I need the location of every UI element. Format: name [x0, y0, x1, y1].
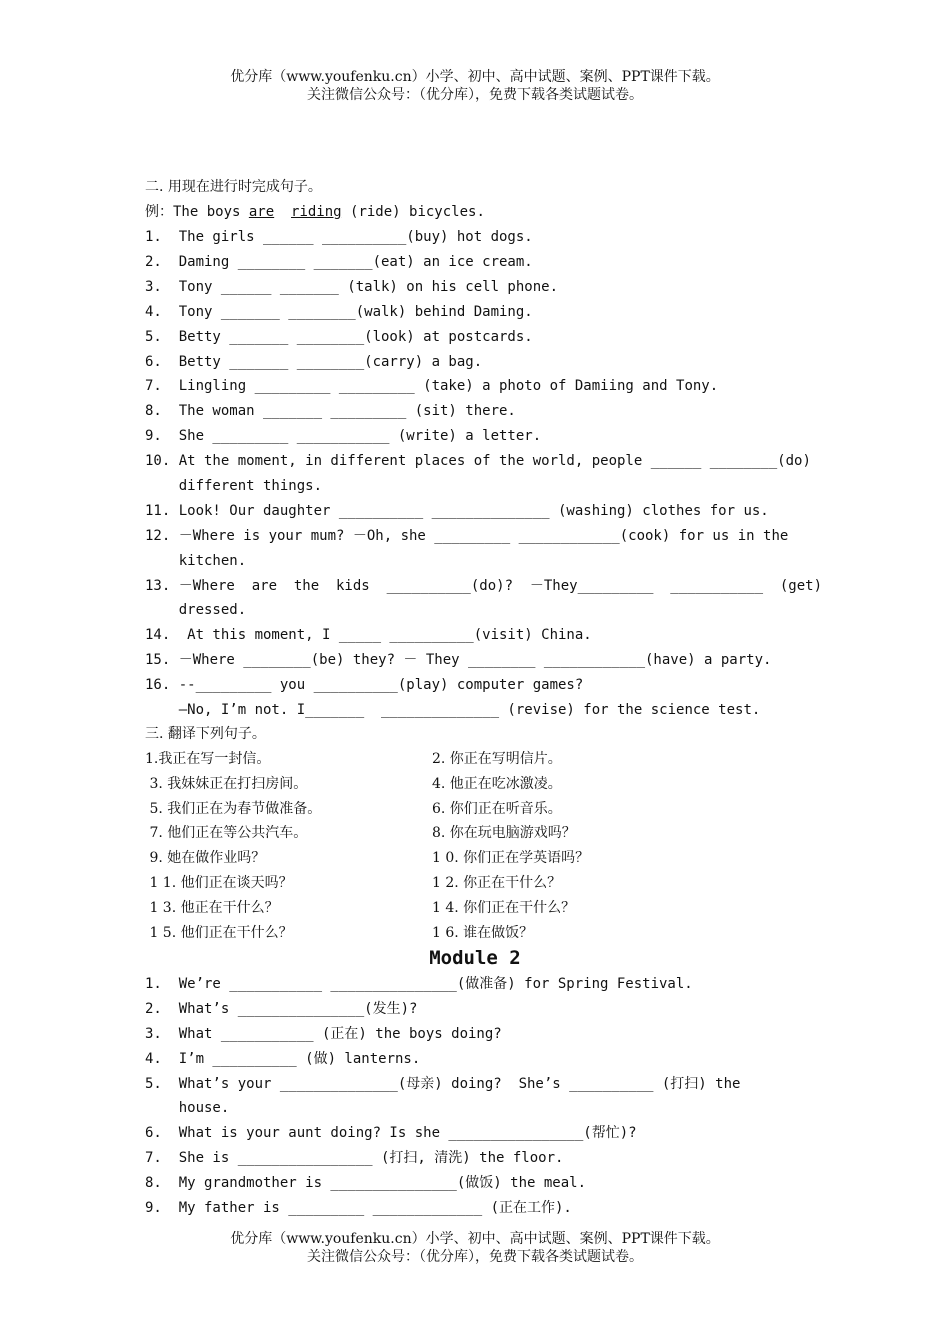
section2-item-cont: different things. — [145, 478, 323, 494]
module2-item: 5. What’s your ______________(母亲) doing? She’s __________ (打扫) the — [145, 1076, 741, 1092]
section2-item: 7. Lingling _________ _________ (take) a photo of Damiing and Tony. — [145, 378, 719, 394]
module2-item: 4. I’m __________ (做) lanterns. — [145, 1051, 421, 1067]
section2-item-cont: kitchen. — [145, 553, 247, 569]
section2-title: 二. 用现在进行时完成句子。 — [145, 179, 322, 195]
example-suffix: (ride) bicycles. — [341, 204, 485, 220]
section2-item: 4. Tony _______ ________(walk) behind Daming. — [145, 304, 533, 320]
section2-item: 6. Betty _______ ________(carry) a bag. — [145, 354, 483, 370]
section2-item: 15. －Where ________(be) they? － They ________ ____________(have) a party. — [145, 652, 772, 668]
module2-item: 9. My father is _________ _____________ (正在工作). — [145, 1200, 572, 1216]
translate-item-left: 9. 她在做作业吗？ — [145, 850, 266, 866]
section2-item: 14. At this moment, I _____ __________(visit) China. — [145, 627, 592, 643]
translate-item-right: 8. 你在玩电脑游戏吗？ — [432, 825, 576, 841]
translate-item-right: 1 6. 谁在做饭？ — [432, 925, 534, 941]
footer-line-1: 优分库（www.youfenku.cn）小学、初中、高中试题、案例、PPT课件下载。 — [230, 1231, 720, 1247]
section2-item: 11. Look! Our daughter __________ ______________ (washing) clothes for us. — [145, 503, 769, 519]
section2-item: 13. －Where are the kids __________(do)? －They_________ ___________ (get) — [145, 578, 823, 594]
section2-item: 10. At the moment, in different places of the world, people ______ ________(do) — [145, 453, 811, 469]
section2-item-cont: dressed. — [145, 602, 247, 618]
translate-item-left: 7. 他们正在等公共汽车。 — [145, 825, 308, 841]
translate-item-left: 1.我正在写一封信。 — [145, 751, 271, 767]
section2-item: 8. The woman _______ _________ (sit) there. — [145, 403, 516, 419]
section2-item: 9. She _________ ___________ (write) a letter. — [145, 428, 542, 444]
section2-item: 3. Tony ______ _______ (talk) on his cell phone. — [145, 279, 559, 295]
header-line-2: 关注微信公众号：（优分库），免费下载各类试题试卷。 — [307, 87, 643, 103]
translate-item-right: 6. 你们正在听音乐。 — [432, 801, 562, 817]
translate-item-left: 3. 我妹妹正在打扫房间。 — [145, 776, 308, 792]
section2-example — [145, 203, 485, 221]
section2-item: 5. Betty _______ ________(look) at postcards. — [145, 329, 533, 345]
section2-item: 12. －Where is your mum? －Oh, she _________ ____________(cook) for us in the — [145, 528, 789, 544]
section2-item: 16. --_________ you __________(play) computer games? — [145, 677, 584, 693]
module2-title: Module 2 — [429, 947, 521, 969]
module2-item: 3. What ___________ (正在) the boys doing? — [145, 1026, 502, 1042]
translate-item-right: 4. 他正在吃冰激凌。 — [432, 776, 562, 792]
footer-line-2: 关注微信公众号：（优分库），免费下载各类试题试卷。 — [307, 1249, 643, 1265]
section2-item: 1. The girls ______ __________(buy) hot dogs. — [145, 229, 533, 245]
translate-item-left: 1 3. 他正在干什么？ — [145, 900, 279, 916]
module2-item: 6. What is your aunt doing? Is she ________________(帮忙)? — [145, 1125, 637, 1141]
section3-title: 三. 翻译下列句子。 — [145, 726, 266, 742]
module2-item-cont: house. — [145, 1100, 230, 1116]
translate-item-right: 1 2. 你正在干什么？ — [432, 875, 562, 891]
example-answer-1: are — [248, 204, 275, 220]
translate-item-right: 1 4. 你们正在干什么？ — [432, 900, 576, 916]
section2-item: 2. Daming ________ _______(eat) an ice cream. — [145, 254, 533, 270]
example-prefix: 例：The boys — [145, 204, 249, 220]
translate-item-left: 5. 我们正在为春节做准备。 — [145, 801, 322, 817]
module2-item: 2. What’s _______________(发生)? — [145, 1001, 418, 1017]
module2-item: 8. My grandmother is _______________(做饭) the meal. — [145, 1175, 587, 1191]
translate-item-left: 1 1. 他们正在谈天吗？ — [145, 875, 293, 891]
translate-item-right: 1 0. 你们正在学英语吗？ — [432, 850, 590, 866]
module2-item: 7. She is ________________ (打扫, 清洗) the floor. — [145, 1150, 564, 1166]
module2-item: 1. We’re ___________ _______________(做准备) for Spring Festival. — [145, 976, 693, 992]
translate-item-right: 2. 你正在写明信片。 — [432, 751, 562, 767]
translate-item-left: 1 5. 他们正在干什么？ — [145, 925, 293, 941]
section2-item-cont: —No, I’m not. I_______ ______________ (revise) for the science test. — [145, 702, 761, 718]
example-answer-2: riding — [291, 204, 342, 220]
header-line-1: 优分库（www.youfenku.cn）小学、初中、高中试题、案例、PPT课件下载。 — [230, 69, 720, 85]
